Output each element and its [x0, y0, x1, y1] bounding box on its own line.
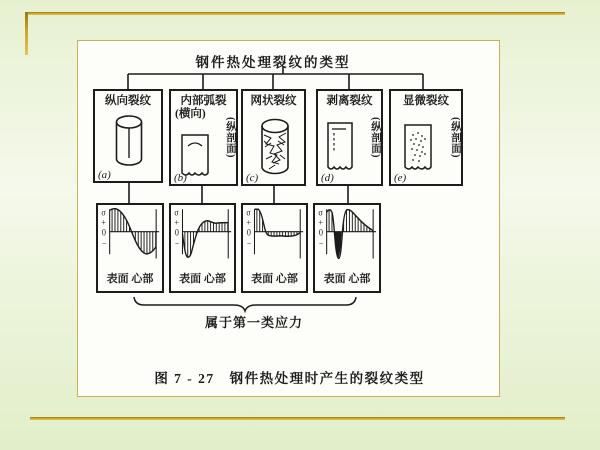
type-sublabel: (横向) — [175, 108, 206, 120]
subfigure-tag: (b) — [174, 172, 187, 184]
cylinder-crack-figure — [110, 113, 148, 171]
section-note-vertical: (纵剖面) — [225, 117, 236, 158]
type-box-peeling — [316, 89, 383, 186]
brace-label: 属于第一类应力 — [204, 315, 303, 330]
svg-text:+: + — [101, 216, 107, 228]
subfigure-tag: (d) — [321, 172, 334, 184]
section-peel-crack-figure — [325, 121, 355, 175]
figure-title: 钢件热处理裂纹的类型 — [195, 55, 351, 70]
stress-curve-chart — [244, 206, 305, 266]
type-label: 纵向裂纹 — [105, 95, 151, 107]
svg-text:−: − — [318, 238, 324, 249]
type-label: 显微裂纹 — [403, 95, 449, 107]
type-label: 内部弧裂 — [180, 95, 227, 107]
surface-core-labels: 表面 心部 — [323, 273, 371, 285]
svg-text:σ: σ — [246, 207, 251, 218]
svg-text:0: 0 — [101, 227, 107, 238]
figure-caption: 图 7 - 27 钢件热处理时产生的裂纹类型 — [154, 371, 425, 386]
section-microcrack-figure — [401, 123, 435, 175]
svg-text:−: − — [101, 238, 107, 249]
subfigure-tag: (e) — [394, 172, 407, 184]
stress-plot-c — [241, 203, 308, 293]
surface-core-labels: 表面 心部 — [251, 273, 298, 285]
svg-text:0: 0 — [318, 227, 324, 238]
svg-text:σ: σ — [318, 207, 323, 218]
brace — [134, 297, 356, 311]
svg-text:0: 0 — [174, 227, 179, 238]
decor-gold-line-top — [25, 12, 565, 15]
stress-curve-chart — [99, 206, 161, 266]
surface-core-labels: 表面 心部 — [179, 273, 226, 285]
tree-drops — [128, 74, 423, 89]
box-to-plot-connectors — [129, 183, 348, 203]
micro-crack-dots — [410, 132, 426, 162]
stress-plot-a — [96, 203, 164, 293]
decor-gold-line-bottom — [30, 417, 565, 420]
stress-plot-d — [313, 203, 381, 293]
type-box-network — [241, 89, 306, 186]
hatched-stress-area — [327, 210, 374, 259]
svg-text:σ: σ — [174, 207, 179, 218]
svg-text:σ: σ — [101, 207, 106, 218]
type-box-longitudinal — [93, 89, 163, 183]
stress-plot-b — [169, 203, 236, 293]
hatched-stress-area — [182, 221, 228, 257]
type-label: 网状裂纹 — [250, 95, 297, 107]
surface-core-labels: 表面 心部 — [106, 273, 154, 285]
svg-text:−: − — [174, 238, 180, 249]
stress-curve-chart — [172, 206, 233, 266]
type-label: 剥离裂纹 — [326, 95, 373, 107]
type-box-internal-arc — [169, 89, 238, 186]
network-crack-cylinder-figure — [256, 117, 294, 179]
subfigure-tag: (a) — [98, 169, 111, 181]
stress-curve-chart — [316, 206, 378, 266]
svg-text:−: − — [246, 238, 252, 249]
svg-text:+: + — [246, 216, 251, 228]
figure-panel — [77, 40, 500, 397]
decor-gold-corner-left — [25, 12, 28, 55]
svg-text:0: 0 — [246, 227, 251, 238]
type-box-micro — [389, 89, 463, 186]
svg-text:+: + — [318, 216, 324, 228]
svg-text:+: + — [174, 216, 179, 228]
section-note-vertical: (纵剖面) — [450, 117, 461, 158]
section-note-vertical: (纵剖面) — [370, 117, 381, 158]
subfigure-tag: (c) — [246, 172, 259, 184]
